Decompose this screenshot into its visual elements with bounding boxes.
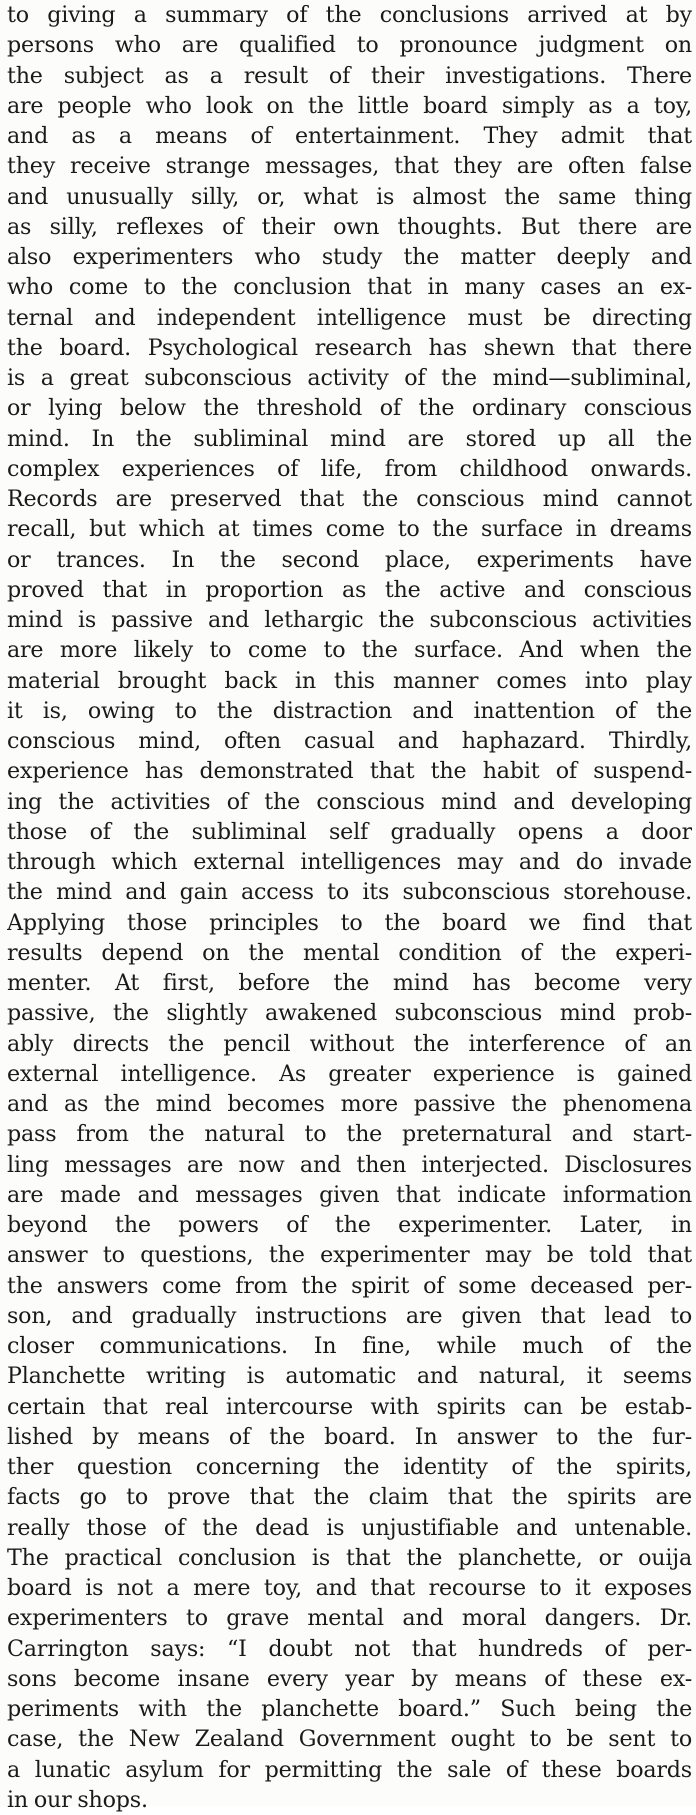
text-line: are people who look on the little board simply as a toy, — [7, 92, 692, 119]
text-line: experimenters to grave mental and moral dangers. Dr. — [7, 1605, 692, 1632]
text-line: or trances. In the second place, experiments have — [7, 546, 692, 573]
text-line: recall, but which at times come to the surface in dreams — [7, 516, 692, 543]
text-line: results depend on the mental condition of the experi- — [7, 939, 692, 966]
text-line: sons become insane every year by means of these ex- — [7, 1665, 692, 1692]
text-line: material brought back in this manner comes into play — [7, 667, 692, 694]
text-line: ternal and independent intelligence must be directing — [7, 304, 692, 331]
text-line: ably directs the pencil without the interference of an — [7, 1030, 692, 1057]
text-line: the subject as a result of their investigations. There — [7, 62, 692, 89]
article-text — [7, 0, 692, 1815]
text-line: pass from the natural to the preternatural and start- — [7, 1121, 692, 1148]
text-line: are more likely to come to the surface. And when the — [7, 637, 692, 664]
text-line: really those of the dead is unjustifiable and untenable. — [7, 1514, 692, 1541]
text-line: who come to the conclusion that in many cases an ex- — [7, 274, 692, 301]
text-line: ing the activities of the conscious mind and developing — [7, 788, 692, 815]
text-line: the board. Psychological research has shewn that there — [7, 334, 692, 361]
text-line: ther question concerning the identity of the spirits, — [7, 1454, 692, 1480]
text-line: a lunatic asylum for permitting the sale of these boards — [7, 1756, 692, 1783]
text-line: as silly, reflexes of their own thoughts. But there are — [7, 213, 692, 240]
text-line: also experimenters who study the matter deeply and — [7, 244, 692, 270]
text-line: passive, the slightly awakened subconscious mind prob- — [7, 1000, 692, 1027]
text-line: son, and gradually instructions are given that lead to — [7, 1302, 692, 1329]
text-line: those of the subliminal self gradually opens a door — [7, 818, 692, 845]
text-line: in our shops. — [7, 1786, 148, 1813]
text-line: and as the mind becomes more passive the phenomena — [7, 1091, 692, 1117]
text-line: periments with the planchette board.” Such being the — [7, 1696, 692, 1722]
text-line: certain that real intercourse with spirits can be estab- — [7, 1393, 692, 1420]
text-line: The practical conclusion is that the planchette, or ouija — [7, 1544, 692, 1571]
text-line: are made and messages given that indicate information — [7, 1181, 692, 1208]
text-line: board is not a mere toy, and that recourse to it exposes — [7, 1575, 692, 1601]
text-line: Applying those principles to the board we find that — [7, 909, 692, 936]
text-line: to giving a summary of the conclusions arrived at by — [7, 2, 692, 28]
text-line: and as a means of entertainment. They admit that — [7, 123, 692, 149]
text-line: proved that in proportion as the active and conscious — [7, 576, 692, 603]
text-line: the mind and gain access to its subconscious storehouse. — [7, 879, 692, 906]
text-line: closer communications. In fine, while much of the — [7, 1333, 692, 1359]
text-line: lished by means of the board. In answer to the fur- — [7, 1423, 692, 1450]
text-line: mind. In the subliminal mind are stored up all the — [7, 425, 692, 452]
text-line: case, the New Zealand Government ought to be sent to — [7, 1726, 692, 1753]
text-line: answer to questions, the experimenter may be told that — [7, 1242, 692, 1269]
text-line: Planchette writing is automatic and natural, it seems — [7, 1363, 692, 1390]
text-line: external intelligence. As greater experience is gained — [7, 1060, 692, 1087]
text-line: menter. At first, before the mind has become very — [7, 970, 692, 996]
text-line: complex experiences of life, from childhood onwards. — [7, 455, 692, 482]
text-line: conscious mind, often casual and haphazard. Thirdly, — [7, 728, 692, 754]
text-line: the answers come from the spirit of some deceased per- — [7, 1272, 692, 1299]
text-line: Records are preserved that the conscious mind cannot — [7, 486, 692, 512]
text-line: experience has demonstrated that the habit of suspend- — [7, 758, 692, 785]
text-line: persons who are qualified to pronounce judgment on — [7, 32, 692, 59]
text-line: or lying below the threshold of the ordinary conscious — [7, 395, 692, 422]
text-line: facts go to prove that the claim that the spirits are — [7, 1484, 692, 1511]
text-line: it is, owing to the distraction and inattention of the — [7, 697, 692, 724]
text-line: is a great subconscious activity of the mind—subliminal, — [7, 365, 692, 391]
text-line: mind is passive and lethargic the subconscious activities — [7, 607, 692, 633]
text-line: beyond the powers of the experimenter. Later, in — [7, 1212, 692, 1238]
text-line: and unusually silly, or, what is almost the same thing — [7, 183, 692, 210]
text-line: through which external intelligences may and do invade — [7, 849, 692, 875]
text-line: ling messages are now and then interjected. Disclosures — [7, 1151, 692, 1178]
text-line: they receive strange messages, that they are often false — [7, 153, 692, 180]
text-line: Carrington says: “I doubt not that hundreds of per- — [7, 1635, 692, 1662]
